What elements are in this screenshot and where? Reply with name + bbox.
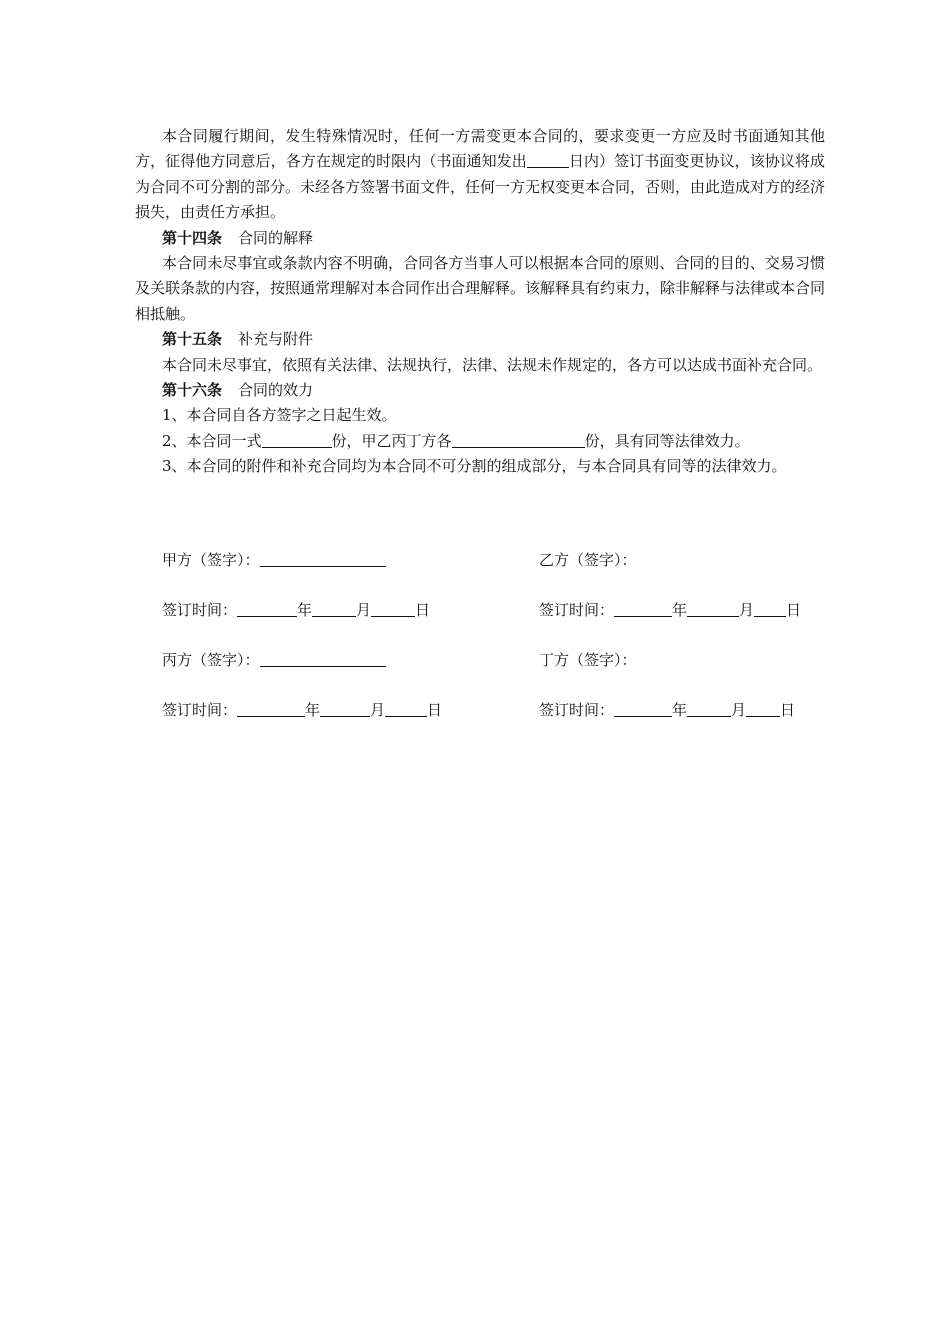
item-2-text-a: 2、本合同一式 — [162, 431, 262, 450]
clause-14-heading — [135, 226, 825, 251]
party-c-month-blank[interactable] — [320, 700, 370, 717]
party-a-day-blank[interactable] — [371, 600, 415, 617]
sign-time-label: 签订时间： — [539, 601, 615, 619]
clause-15-number: 第十五条 — [162, 330, 223, 349]
party-a-sign-blank[interactable] — [260, 550, 386, 567]
item-2-text-b: 份，甲乙丙丁方各 — [331, 431, 452, 450]
day-label: 日 — [427, 701, 443, 719]
clause-14-title: 合同的解释 — [238, 228, 314, 247]
clause-14-paragraph: 本合同未尽事宜或条款内容不明确，合同各方当事人可以根据本合同的原则、合同的目的、交易习惯及关联条款的内容，按照通常理解对本合同作出合理解释。该解释具有约束力，除非解释与法律或本合同相抵触。 — [135, 254, 826, 323]
party-c-sign-blank[interactable] — [260, 650, 386, 667]
party-b-month-blank[interactable] — [687, 600, 739, 617]
sign-time-label: 签订时间： — [539, 701, 615, 719]
party-d-year-blank[interactable] — [614, 700, 672, 717]
year-label: 年 — [672, 701, 688, 719]
day-label: 日 — [780, 701, 796, 719]
month-label: 月 — [731, 701, 747, 719]
party-d-signature — [539, 650, 637, 670]
day-label: 日 — [786, 601, 802, 619]
party-a-label: 甲方（签字）： — [162, 551, 260, 569]
clause-16-title: 合同的效力 — [238, 381, 314, 400]
item-2-text-c: 份，具有同等法律效力。 — [584, 431, 750, 450]
notice-days-blank[interactable] — [527, 151, 569, 168]
party-b-year-blank[interactable] — [614, 600, 672, 617]
year-label: 年 — [297, 601, 313, 619]
party-b-day-blank[interactable] — [754, 600, 786, 617]
clause-14-number: 第十四条 — [162, 228, 223, 247]
party-d-month-blank[interactable] — [687, 700, 731, 717]
clause-15-heading — [135, 327, 825, 352]
party-a-year-blank[interactable] — [237, 600, 297, 617]
party-b-label: 乙方（签字）： — [539, 551, 637, 569]
clause-16-item-2 — [135, 429, 825, 454]
month-label: 月 — [370, 701, 386, 719]
clause-16-number: 第十六条 — [162, 381, 223, 400]
year-label: 年 — [305, 701, 321, 719]
clause-16-item-3: 3、本合同的附件和补充合同均为本合同不可分割的组成部分，与本合同具有同等的法律效力。 — [162, 457, 787, 476]
month-label: 月 — [356, 601, 372, 619]
clause-13-text-a: 本合同履行期间，发生特殊情况时，任何一方需变更本合同的，要求变更一方应及时书面通知其他方，征得他方同意后，各方在规定的时限内（书面通知发出 — [135, 127, 825, 171]
party-b-signature — [539, 550, 637, 570]
party-c-label: 丙方（签字）： — [162, 651, 260, 669]
day-label: 日 — [415, 601, 431, 619]
party-a-signature — [162, 550, 386, 570]
party-d-date — [539, 700, 795, 720]
party-c-year-blank[interactable] — [237, 700, 305, 717]
clause-15-paragraph: 本合同未尽事宜，依照有关法律、法规执行，法律、法规未作规定的，各方可以达成书面补充合同。 — [162, 355, 823, 374]
party-b-date — [539, 600, 801, 620]
year-label: 年 — [672, 601, 688, 619]
party-d-label: 丁方（签字）： — [539, 651, 637, 669]
sign-time-label: 签订时间： — [162, 601, 238, 619]
clause-16-heading — [135, 378, 825, 403]
clause-13-text-b: 日内）签订书面变更协议，该协议将成为合同不可分割的部分。未经各方签署书面文件，任何一方无权变更本合同，否则，由此造成对方的经济损失，由责任方承担。 — [135, 152, 826, 222]
party-c-day-blank[interactable] — [385, 700, 427, 717]
copies-each-blank[interactable] — [452, 431, 585, 448]
party-a-month-blank[interactable] — [312, 600, 356, 617]
party-c-date — [162, 700, 442, 720]
contract-body — [135, 124, 825, 480]
copies-total-blank[interactable] — [262, 431, 332, 448]
clause-16-item-1: 1、本合同自各方签字之日起生效。 — [162, 406, 397, 425]
clause-13-paragraph — [135, 124, 825, 226]
party-c-signature — [162, 650, 386, 670]
party-a-date — [162, 600, 430, 620]
sign-time-label: 签订时间： — [162, 701, 238, 719]
party-d-day-blank[interactable] — [746, 700, 780, 717]
month-label: 月 — [739, 601, 755, 619]
clause-15-title: 补充与附件 — [238, 330, 314, 349]
